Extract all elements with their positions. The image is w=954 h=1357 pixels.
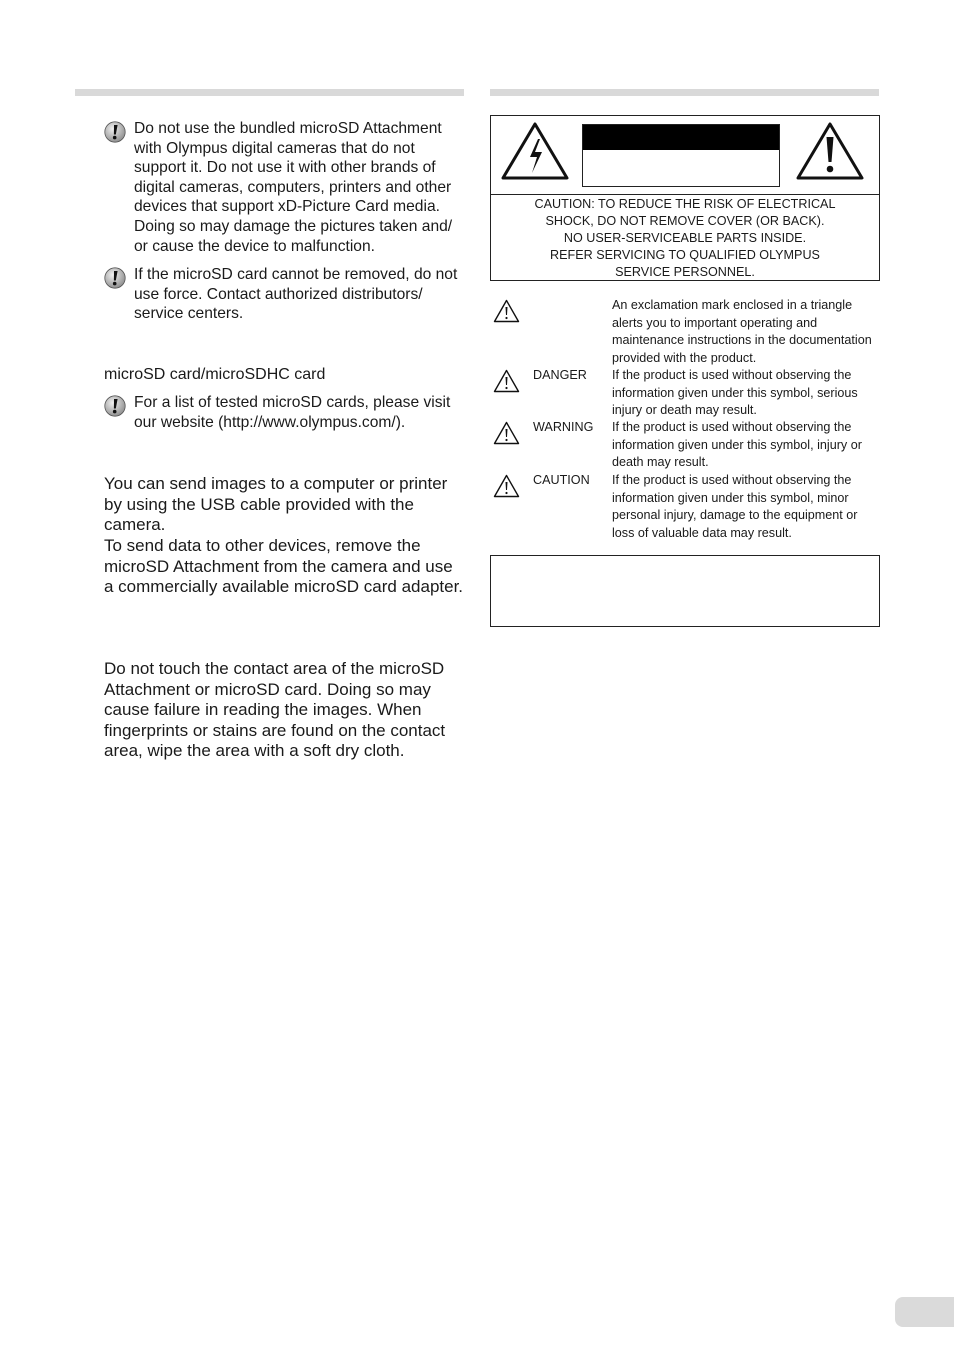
caution-note-icon xyxy=(104,267,126,289)
legend-term: CAUTION xyxy=(533,473,590,487)
legend-row-exclamation xyxy=(490,297,880,367)
caution-banner xyxy=(582,124,780,187)
right-section-bar xyxy=(490,89,879,96)
legend-term: DANGER xyxy=(533,368,587,382)
caution-banner-header xyxy=(583,125,779,150)
legend-row-warning xyxy=(490,419,880,471)
legend-description: If the product is used without observing the information given under this symbol, serious injury or death may result. xyxy=(612,368,858,417)
note-card-removal xyxy=(104,265,464,325)
note-microsd-attachment xyxy=(104,119,464,259)
caution-box-divider xyxy=(491,194,879,195)
legend-description: An exclamation mark enclosed in a triangle alerts you to important operating and maintenance instructions in the documentation provided with the product. xyxy=(612,298,872,365)
caution-note-icon xyxy=(104,121,126,143)
caution-line: CAUTION: TO REDUCE THE RISK OF ELECTRICAL xyxy=(534,197,836,211)
legend-description: If the product is used without observing the information given under this symbol, injury or death may result. xyxy=(612,420,862,469)
empty-notice-box xyxy=(490,555,880,627)
caution-line: SHOCK, DO NOT REMOVE COVER (OR BACK). xyxy=(545,214,825,228)
caution-text xyxy=(491,196,879,281)
caution-line: NO USER-SERVICEABLE PARTS INSIDE. xyxy=(563,231,807,245)
caution-note-icon xyxy=(104,395,126,417)
legend-description: If the product is used without observing the information given under this symbol, minor personal injury, damage to the equipment or loss of valuable data may result. xyxy=(612,473,858,540)
warning-triangle-icon xyxy=(493,421,520,445)
note-text: Do not use the bundled microSD Attachment with Olympus digital cameras that do not support it. Do not use it with other brands of digital cameras, computers, printers and other devices that support xD-Picture Card media. Doing so may damage the pictures taken and/ or cause the device to malfunction. xyxy=(134,120,453,255)
lightning-triangle-icon xyxy=(500,121,570,181)
note-text: For a list of tested microSD cards, please visit our website (http://www.olympus.com/). xyxy=(134,394,451,431)
legend-row-danger xyxy=(490,367,880,419)
legend-term: WARNING xyxy=(533,420,594,434)
card-type-label: microSD card/microSDHC card xyxy=(104,366,326,383)
note-text: If the microSD card cannot be removed, do not use force. Contact authorized distributors/ service centers. xyxy=(134,266,458,323)
caution-line: REFER SERVICING TO QUALIFIED OLYMPUS xyxy=(550,248,820,262)
left-section-bar xyxy=(75,89,464,96)
contact-area-paragraph: Do not touch the contact area of the microSD Attachment or microSD card. Doing so may cause failure in reading the images. When fingerprints or stains are found on the contact area, wipe the area with a soft dry cloth. xyxy=(104,659,446,760)
note-tested-cards xyxy=(104,393,464,435)
electric-shock-caution-box xyxy=(490,115,880,281)
caution-line: SERVICE PERSONNEL. xyxy=(615,265,755,279)
warning-triangle-icon xyxy=(493,474,520,498)
warning-triangle-icon xyxy=(493,299,520,323)
transfer-paragraph-other-devices: To send data to other devices, remove the microSD Attachment from the camera and use a commercially available microSD card adapter. xyxy=(104,536,464,596)
page-number-tab xyxy=(895,1297,954,1327)
exclamation-triangle-icon xyxy=(795,121,865,181)
transfer-paragraph: You can send images to a computer or printer by using the USB cable provided with the camera. xyxy=(104,474,448,534)
warning-triangle-icon xyxy=(493,369,520,393)
legend-row-caution xyxy=(490,472,880,542)
